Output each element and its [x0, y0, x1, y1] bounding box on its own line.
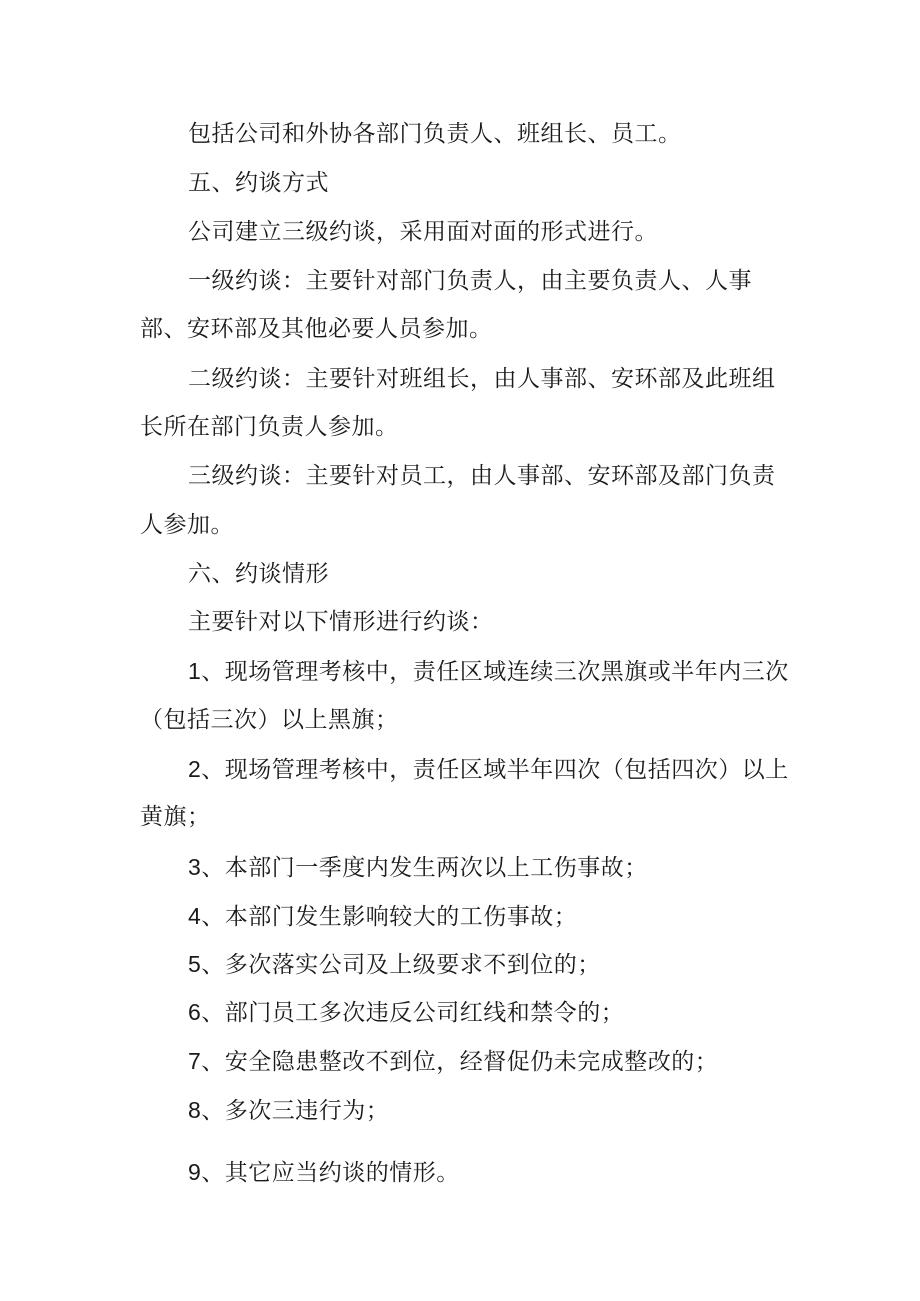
section-heading-interview-situations [188, 559, 329, 589]
list-item-2 [188, 754, 789, 785]
list-item-2-cont [140, 802, 211, 832]
list-item-text: 、现场管理考核中，责任区域连续三次黑旗或半年内三次 [201, 659, 789, 685]
list-item-text: 、本部门一季度内发生两次以上工伤事故； [201, 855, 648, 881]
list-item-text: 、现场管理考核中，责任区域半年四次（包括四次）以上 [201, 757, 789, 783]
paragraph-level-three-cont [140, 510, 234, 540]
section-heading-interview-method [188, 168, 329, 198]
list-item-7 [188, 1046, 718, 1077]
heading-text: 六、约谈情形 [188, 561, 329, 587]
paragraph-line: 二级约谈：主要针对班组长，由人事部、安环部及此班组 [188, 366, 776, 392]
list-item-8 [188, 1095, 389, 1126]
list-item-number: 6 [188, 999, 202, 1025]
list-item-number: 5 [188, 951, 202, 977]
list-item-text: 、其它应当约谈的情形。 [201, 1160, 460, 1186]
paragraph-intro-situations [188, 607, 494, 637]
paragraph-line: 包括公司和外协各部门负责人、班组长、员工。 [188, 121, 682, 147]
list-item-number: 8 [188, 1097, 202, 1123]
paragraph-line: 人参加。 [140, 512, 234, 538]
paragraph-scope [188, 119, 682, 149]
paragraph-level-one-cont [140, 314, 493, 344]
paragraph-line: 三级约谈：主要针对员工，由人事部、安环部及部门负责 [188, 463, 776, 489]
paragraph-level-two [188, 364, 776, 394]
list-item-number: 2 [188, 756, 202, 782]
paragraph-level-three [188, 461, 776, 491]
paragraph-line: 一级约谈：主要针对部门负责人，由主要负责人、人事 [188, 268, 752, 294]
paragraph-level-two-cont [140, 412, 399, 442]
list-item-number: 7 [188, 1048, 202, 1074]
list-item-9 [188, 1157, 460, 1188]
list-item-text: （包括三次）以上黑旗； [140, 707, 399, 733]
list-item-3 [188, 852, 648, 883]
list-item-1 [188, 656, 789, 687]
list-item-4 [188, 901, 577, 932]
list-item-number: 1 [188, 658, 202, 684]
paragraph-three-levels [188, 217, 658, 247]
paragraph-line: 公司建立三级约谈，采用面对面的形式进行。 [188, 219, 658, 245]
paragraph-line: 主要针对以下情形进行约谈： [188, 609, 494, 635]
paragraph-line: 长所在部门负责人参加。 [140, 414, 399, 440]
list-item-5 [188, 949, 601, 980]
list-item-text: 、本部门发生影响较大的工伤事故； [201, 904, 578, 930]
heading-text: 五、约谈方式 [188, 170, 329, 196]
paragraph-level-one [188, 266, 752, 296]
list-item-6 [188, 997, 624, 1028]
list-item-text: 、多次落实公司及上级要求不到位的； [201, 952, 601, 978]
paragraph-line: 部、安环部及其他必要人员参加。 [140, 316, 493, 342]
list-item-number: 9 [188, 1159, 202, 1185]
list-item-text: 、安全隐患整改不到位，经督促仍未完成整改的； [201, 1049, 719, 1075]
list-item-1-cont [140, 705, 399, 735]
list-item-text: 、多次三违行为； [201, 1098, 390, 1124]
list-item-number: 3 [188, 854, 202, 880]
list-item-text: 黄旗； [140, 804, 211, 830]
list-item-number: 4 [188, 903, 202, 929]
list-item-text: 、部门员工多次违反公司红线和禁令的； [201, 1000, 625, 1026]
